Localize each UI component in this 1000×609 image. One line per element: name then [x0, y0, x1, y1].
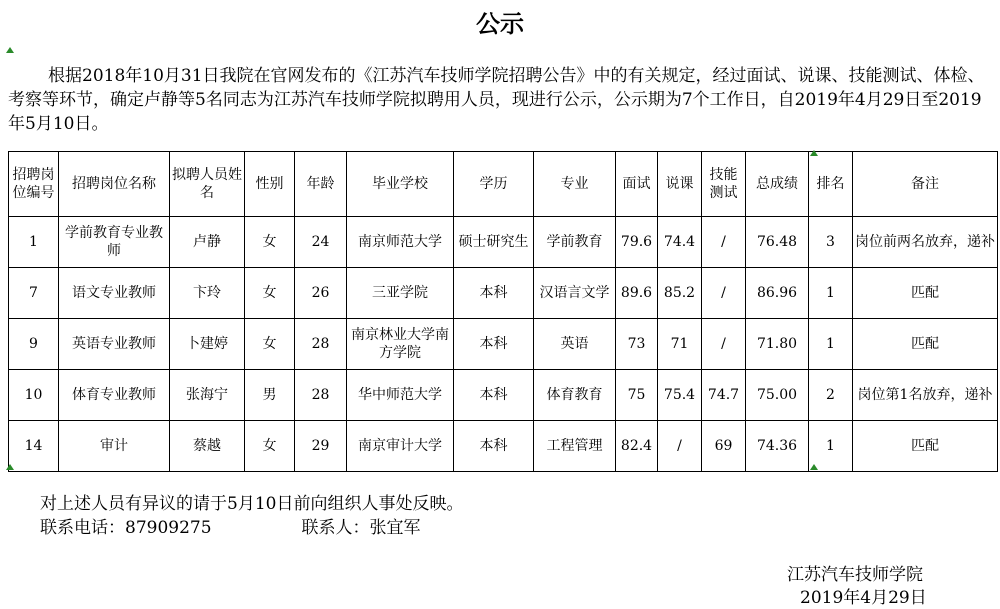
table-cell: 3 [809, 217, 853, 268]
header-cell: 招聘岗位编号 [9, 152, 59, 217]
header-cell: 专业 [534, 152, 616, 217]
results-table [8, 151, 998, 472]
table-row [9, 217, 998, 268]
table-cell: 71 [658, 319, 702, 370]
table-cell: 86.96 [746, 268, 809, 319]
table-cell: 岗位第1名放弃，递补 [853, 370, 998, 421]
table-row [9, 319, 998, 370]
table-cell: 卢静 [170, 217, 245, 268]
table-cell: 71.80 [746, 319, 809, 370]
header-cell: 面试 [616, 152, 658, 217]
green-corner-mark [810, 464, 818, 470]
table-cell: 卜建婷 [170, 319, 245, 370]
table-cell: 硕士研究生 [454, 217, 534, 268]
table-cell: / [702, 217, 746, 268]
table-cell: 三亚学院 [347, 268, 454, 319]
objection-note: 对上述人员有异议的请于5月10日前向组织人事处反映。 [40, 494, 464, 514]
table-cell: 学前教育 [534, 217, 616, 268]
header-cell: 排名 [809, 152, 853, 217]
table-cell: 75.4 [658, 370, 702, 421]
table-cell: 1 [809, 268, 853, 319]
table-cell: 9 [9, 319, 59, 370]
table-cell: 24 [295, 217, 347, 268]
table-cell: 体育专业教师 [59, 370, 170, 421]
table-cell: 82.4 [616, 421, 658, 472]
table-cell: 1 [9, 217, 59, 268]
table-cell: 76.48 [746, 217, 809, 268]
table-cell: 女 [245, 268, 295, 319]
table-cell: 14 [9, 421, 59, 472]
table-cell: 1 [809, 319, 853, 370]
table-cell: 29 [295, 421, 347, 472]
table-cell: 74.36 [746, 421, 809, 472]
table-row [9, 370, 998, 421]
table-cell: 73 [616, 319, 658, 370]
table-cell: 工程管理 [534, 421, 616, 472]
header-cell: 学历 [454, 152, 534, 217]
table-header-row [9, 152, 998, 217]
table-cell: 匹配 [853, 319, 998, 370]
green-corner-mark [810, 150, 818, 156]
table-cell: / [702, 268, 746, 319]
table-cell: 本科 [454, 370, 534, 421]
table-cell: 南京林业大学南方学院 [347, 319, 454, 370]
table-cell: 89.6 [616, 268, 658, 319]
table-cell: 74.4 [658, 217, 702, 268]
table-cell: 南京审计大学 [347, 421, 454, 472]
table-cell: 卞玲 [170, 268, 245, 319]
table-cell: 74.7 [702, 370, 746, 421]
table-cell: 张海宁 [170, 370, 245, 421]
header-cell: 技能测试 [702, 152, 746, 217]
table-cell: 69 [702, 421, 746, 472]
issuing-organization: 江苏汽车技师学院 [787, 565, 923, 585]
table-cell: 本科 [454, 268, 534, 319]
green-corner-mark [6, 47, 14, 53]
table-cell: 匹配 [853, 268, 998, 319]
table-cell: 语文专业教师 [59, 268, 170, 319]
header-cell: 招聘岗位名称 [59, 152, 170, 217]
table-cell: / [702, 319, 746, 370]
green-corner-mark [6, 464, 14, 470]
header-cell: 总成绩 [746, 152, 809, 217]
contact-line [40, 513, 421, 538]
table-cell: 英语专业教师 [59, 319, 170, 370]
header-cell: 性别 [245, 152, 295, 217]
table-cell: 7 [9, 268, 59, 319]
table-cell: 匹配 [853, 421, 998, 472]
table-cell: 本科 [454, 421, 534, 472]
table-row [9, 421, 998, 472]
table-cell: 28 [295, 319, 347, 370]
table-cell: 女 [245, 217, 295, 268]
table-cell: 2 [809, 370, 853, 421]
table-cell: 本科 [454, 319, 534, 370]
contact-person: 联系人：张宜军 [301, 518, 421, 538]
table-cell: 审计 [59, 421, 170, 472]
table-cell: 26 [295, 268, 347, 319]
header-cell: 年龄 [295, 152, 347, 217]
table-cell: 蔡越 [170, 421, 245, 472]
issue-date: 2019年4月29日 [800, 588, 927, 608]
header-cell: 备注 [853, 152, 998, 217]
table-row [9, 268, 998, 319]
table-cell: 华中师范大学 [347, 370, 454, 421]
table-cell: / [658, 421, 702, 472]
table-cell: 体育教育 [534, 370, 616, 421]
table-cell: 汉语言文学 [534, 268, 616, 319]
page-title: 公示 [476, 10, 524, 38]
table-cell: 85.2 [658, 268, 702, 319]
table-cell: 学前教育专业教师 [59, 217, 170, 268]
table-cell: 28 [295, 370, 347, 421]
table-cell: 75 [616, 370, 658, 421]
table-cell: 女 [245, 319, 295, 370]
table-cell: 英语 [534, 319, 616, 370]
table-cell: 79.6 [616, 217, 658, 268]
contact-phone: 联系电话：87909275 [40, 518, 212, 538]
table-cell: 男 [245, 370, 295, 421]
table-cell: 1 [809, 421, 853, 472]
table-cell: 女 [245, 421, 295, 472]
table-cell: 10 [9, 370, 59, 421]
header-cell: 拟聘人员姓名 [170, 152, 245, 217]
table-cell: 75.00 [746, 370, 809, 421]
header-cell: 说课 [658, 152, 702, 217]
intro-paragraph: 根据2018年10月31日我院在官网发布的《江苏汽车技师学院招聘公告》中的有关规定，经过面试、说课、技能测试、体检、考察等环节，确定卢静等5名同志为江苏汽车技师学院拟聘用人员，现进行公示，公示期为7个工作日，自2019年4月29日至2019年5月10日。 [8, 66, 985, 134]
header-cell: 毕业学校 [347, 152, 454, 217]
table-cell: 岗位前两名放弃，递补 [853, 217, 998, 268]
table-cell: 南京师范大学 [347, 217, 454, 268]
